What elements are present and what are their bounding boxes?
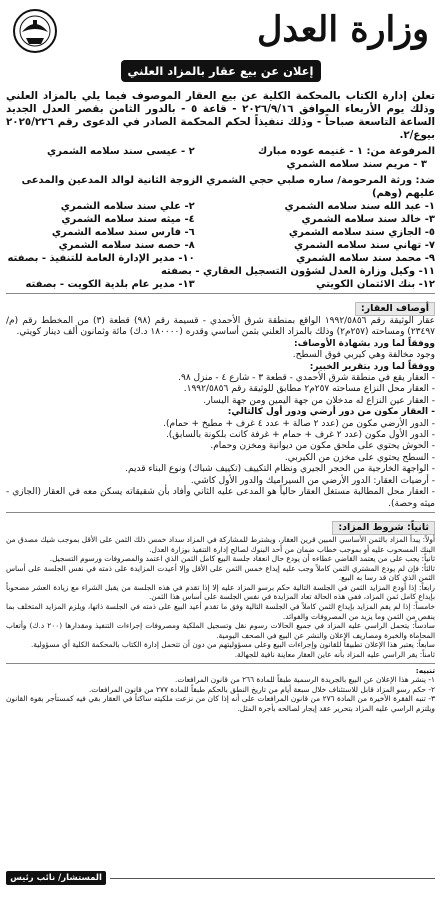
notice-item: ١- ينشر هذا الإعلان عن البيع بالجريدة الرسمية طبقاً للمادة ٢٦٦ من قانون المرافعات. xyxy=(175,675,435,685)
defendants-label: ضد: xyxy=(415,175,435,186)
notices xyxy=(6,663,435,714)
defendant: ٤- ميثه سند سلامه الشمري xyxy=(61,214,195,225)
plaintiff-1: ١ - غنيمه عوده مبارك xyxy=(257,146,364,157)
notices-heading: تنبيه: xyxy=(415,665,435,675)
expert-list xyxy=(6,373,435,510)
divider xyxy=(6,293,435,294)
term-item: ثامناً: يقر الراسي عليه المزاد بأنه عاين العقار معاينة نافية للجهالة. xyxy=(234,650,435,660)
term-item: ثالثاً: فإن لم يودع المشتري الثمن كاملاً وجب عليه إيداع خمس الثمن على الأقل وإلا أعيدت المزايدة على ذمته في نفس الجلسة على أساس الثمن الذي كان قد رسا به البيع. xyxy=(6,563,435,583)
defendant: ٥- الجازي سند سلامه الشمري xyxy=(288,227,435,238)
defendant: ١٣- مدير عام بلدية الكويت - بصفته xyxy=(25,279,195,290)
masthead xyxy=(6,4,435,58)
defendant: ٧- تهاني سند سلامه الشمري xyxy=(294,240,435,251)
defendant: ١١- وكيل وزارة العدل لشؤون التسجيل العقاري - بصفته xyxy=(160,266,435,277)
notice-item: ٣- تنبه الفقرة الأخيرة من المادة ٢٧٦ من قانون المرافعات على أنه إذا كان من نزعت ملكيته ساكناً في العقار بقي فيه كمستأجر بقوة القانون ويلتزم الراسي عليه المزاد بتحرير عقد إيجار لصالحه بأجرة المثل. xyxy=(6,694,435,713)
expert-item: - الدور الأول مكون (عدد ٢ غرف + حمام + غرفة كانت بلكونة بالسابق). xyxy=(165,430,435,441)
plaintiffs xyxy=(6,145,435,171)
defendant: ١٢- بنك الائتمان الكويتي xyxy=(316,279,435,290)
footer-rule xyxy=(110,878,435,879)
terms-heading: ثانياً: شروط المزاد: xyxy=(332,521,435,535)
defendant: ٩- محمد سند سلامه الشمري xyxy=(296,253,435,264)
state-emblem-icon xyxy=(12,8,58,54)
defendants xyxy=(6,174,435,291)
expert-item: - أرضيات العقار: الدور الأرضي من السيراميك والدور الأول كاشي. xyxy=(190,475,435,486)
expert-item: - السطح يحتوي على مخزن من الكيربي. xyxy=(284,452,435,463)
ministry-title: وزارة العدل xyxy=(256,9,429,50)
expert-item: - الواجهة الخارجية من الحجر الجيري ونظام التكييف (تكييف شباك) ونوع البناء قديم. xyxy=(125,464,435,475)
term-item: رابعاً: إذا أودع المزايد الثمن في الجلسة التالية حكم برسو المزاد عليه إلا إذا تقدم في هذه الجلسة من يقبل الشراء مع زيادة العشر مصحوباً بإيداع كامل ثمن المزاد، ففي هذه الحالة تعاد المزايدة في نفس الجلسة على أساس هذا الثمن. xyxy=(6,582,435,602)
notice-item: ٢- حكم رسو المزاد قابل للاستئناف خلال سبعة أيام من تاريخ النطق بالحكم طبقاً للمادة ٢٧٧ من قانون المرافعات. xyxy=(88,684,435,694)
divider xyxy=(6,512,435,513)
expert-item: - العقار محل النزاع مساحته ٢٥٧م٢ مطابق للوثيقة رقم ١٩٩٢/٥٨٥٦. xyxy=(183,384,435,395)
defendant: ١٠- مدير الإدارة العامة للتنفيذ - بصفته xyxy=(7,253,195,264)
term-item: سادساً: يتحمل الراسي عليه المزاد في جميع الحالات رسوم نقل وتسجيل الملكية ومصروفات إجراءات التنفيذ ومقدارها (٢٠٠ د.ك) وأتعاب المحاماة والخبرة ومصاريف الإعلان والنشر عن البيع في الصحف اليومية. xyxy=(6,621,435,640)
defendants-intro: ورثة المرحومة/ ساره صلبي حجي الشمري الزوجة الثانية لوالد المدعين والمدعى عليهم (وهم) xyxy=(21,175,435,199)
plaintiffs-label: المرفوعة من: xyxy=(366,146,435,157)
signature-block: المستشار/ نائب رئيس المحكمة الكلية xyxy=(6,871,106,885)
notice-intro: تعلن إدارة الكتاب بالمحكمة الكلية عن بيع العقار الموصوف فيما يلي بالمزاد العلني وذلك يوم الأربعاء الموافق ٢٠٢٦/٩/١٦ - قاعة ٥ - بالدور الثامن بقصر العدل الجديد الساعة التاسعة صباحاً - وذلك تنفيذاً لحكم المحكمة الصادر في الدعوى رقم ٢٠٢٥/٢٢٦ بيوع/٢. xyxy=(6,90,435,141)
defendant: ١- عبد الله سند سلامه الشمري xyxy=(284,201,435,212)
expert-item: - العقار مكون من دور أرضي ودور أول كالتالي: xyxy=(227,407,435,418)
plaintiff-3: ٣ - مريم سند سلامه الشمري xyxy=(286,159,427,170)
defendant: ٨- حصه سند سلامه الشمري xyxy=(58,240,195,251)
term-item: سابعاً: يعتبر هذا الإعلان تطبيقاً للقانون وإجراءات البيع وعلى مسؤوليتهم من دون أن تتحمل إدارة الكتاب بالمحكمة الكلية أي مسؤولية. xyxy=(30,640,435,650)
certificate-title: ووفقاً لما ورد بشهادة الأوصاف: xyxy=(294,338,435,349)
expert-title: ووفقاً لما ورد بتقرير الخبير: xyxy=(309,361,435,372)
expert-item: - العقار يقع في منطقة شرق الأحمدي - قطعة ٣ - شارع ٤ - منزل ٩٨. xyxy=(178,373,435,384)
plaintiff-2: ٢ - عيسى سند سلامه الشمري xyxy=(47,146,195,157)
term-item: ثانياً: يجب على من يعتمد القاضي عطاءه أن يودع حال انعقاد جلسة البيع كامل الثمن الذي اعتمد والمصروفات ورسوم التسجيل. xyxy=(49,554,435,564)
notice-banner: إعلان عن بيع عقار بالمزاد العلني xyxy=(121,60,321,82)
defendant: ٣- خالد سند سلامه الشمري xyxy=(301,214,435,225)
expert-item: - العقار محل المطالبة مستغل العقار حالياً هو المدعى عليه الثاني وأفاد بأن شقيقاته يسكن معه في العقار (الجازي - ميثه وحصة). xyxy=(6,487,435,509)
property-heading: أوصاف العقار: xyxy=(355,302,435,316)
defendant: ٢- علي سند سلامه الشمري xyxy=(60,201,195,212)
terms-list xyxy=(6,535,435,660)
term-item: خامساً: إذا لم يقم المزايد بإيداع الثمن كاملاً في الجلسة التالية وفق ما تقدم أعيد البيع على ذمته في الجلسة ذاتها، ويلزم المزايد المتخلف بما ينقص من الثمن وما يزيد من المصروفات والفوائد. xyxy=(6,602,435,621)
expert-item: - الحوش يحتوي على ملحق مكون من ديوانية ومخزن وحمام. xyxy=(210,441,435,452)
defendant: ٦- فارس سند سلامه الشمري xyxy=(51,227,195,238)
property-summary: عقار الوثيقة رقم ١٩٩٢/٥٨٥٦ الواقع بمنطقة شرق الأحمدي - قسيمة رقم (٩٨) قطعة (٣) من المخطط رقم (م/٢٣٤٩٧) ومساحته (٢٥٧م٢) وذلك بالمزاد العلني بثمن أساسي وقدره (١٨٠٠٠٠ د.ك) مائة وثمانون ألف دينار كويتي. xyxy=(6,316,435,338)
term-item: أولاً: يبدأ المزاد بالثمن الأساسي المبين قرين العقار، ويشترط للمشاركة في المزاد سداد خمس ذلك الثمن على الأقل بموجب شيك مصدق من البنك المسحوب عليه أو بموجب خطاب ضمان من أحد البنوك لصالح إدارة التنفيذ بوزارة العدل. xyxy=(6,534,435,554)
certificate-text: وجود مخالفة وهي كيربي فوق السطح. xyxy=(292,350,435,361)
expert-item: - العقار عين النزاع له مدخلان من جهة اليمين ومن جهة اليسار. xyxy=(203,395,435,406)
expert-item: - الدور الأرضي مكون من (عدد ٢ صالة + عدد ٤ غرف + مطبخ + حمام). xyxy=(163,418,435,429)
